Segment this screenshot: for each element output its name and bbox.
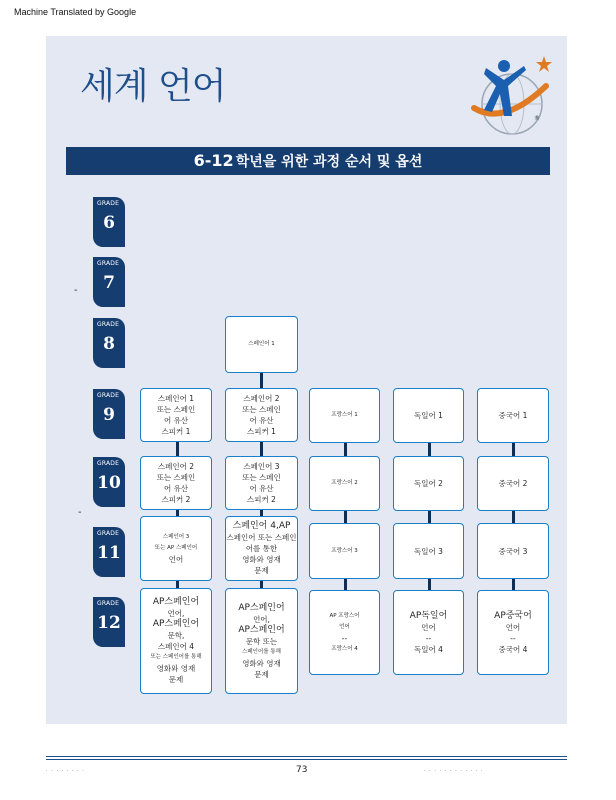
grade-number: 7 xyxy=(103,273,115,293)
course-line: -- xyxy=(425,633,432,643)
registered-mark: ® xyxy=(534,115,540,122)
footer-rule xyxy=(46,756,567,757)
footer-left-text: · · · · · · · · xyxy=(46,768,85,774)
course-text: 중국어 3 xyxy=(498,546,528,556)
course-line: 문제 xyxy=(254,669,269,679)
dash-mark: - xyxy=(78,507,82,518)
course-line: 또는 스페인어를 통해 xyxy=(150,654,202,660)
course-line: 스페인어 4 xyxy=(157,642,195,651)
grade-number: 8 xyxy=(103,334,115,354)
grade-badge-8 xyxy=(93,318,125,368)
course-box-g8-spanish xyxy=(225,316,298,373)
grade-number: 12 xyxy=(97,613,121,633)
course-line: 문제 xyxy=(254,566,269,575)
course-line: 스피커 1 xyxy=(161,427,191,436)
footer-rule xyxy=(46,759,567,760)
page-number: 73 xyxy=(296,765,308,775)
banner-text: 학년을 위한 과정 순서 및 옵션 xyxy=(235,154,423,170)
grade-label: GRADE xyxy=(97,460,120,467)
course-line: -- xyxy=(510,633,516,643)
course-line: AP스페인어 xyxy=(238,602,285,613)
course-line: AP스페인어 xyxy=(238,624,285,635)
course-line: 또는 AP 스페인어 xyxy=(154,545,198,551)
course-box-g9-german xyxy=(393,388,464,443)
course-box-g10-french xyxy=(309,456,380,511)
course-box-g12-german xyxy=(393,590,464,675)
course-text: 독일어 2 xyxy=(414,479,443,488)
grade-badge-9 xyxy=(93,389,125,439)
course-line: AP독일어 xyxy=(409,610,448,621)
course-box-g12-col2 xyxy=(225,588,298,694)
course-line: 스페인어 3 xyxy=(243,462,280,471)
grade-badge-10 xyxy=(93,457,125,507)
grade-number: 9 xyxy=(103,405,115,425)
course-line: 어 유산 xyxy=(163,416,189,425)
course-line: 영화와 영재 xyxy=(156,664,196,673)
course-box-g11-col1 xyxy=(140,516,212,581)
page-title: 세계 언어 xyxy=(80,66,226,107)
course-line: 독일어 4 xyxy=(414,644,443,654)
banner-grades: 6-12 xyxy=(193,151,234,170)
course-line: 어를 통한 xyxy=(245,544,278,553)
course-box-g11-french xyxy=(309,523,380,579)
course-line: 영화와 영재 xyxy=(242,555,281,564)
grade-number: 10 xyxy=(97,473,121,493)
course-line: AP 프랑스어 xyxy=(329,612,360,619)
course-box-g9-col2 xyxy=(225,388,298,442)
course-box-g10-chinese xyxy=(477,456,549,511)
course-box-g12-french xyxy=(309,590,380,675)
course-line: 스페인어 4,AP xyxy=(232,521,291,531)
course-line: 스페인어 3 xyxy=(162,534,190,540)
course-line: 스피커 2 xyxy=(161,495,191,504)
course-box-g10-col2 xyxy=(225,456,298,510)
course-line: 언어, xyxy=(253,614,270,624)
footer-right-text: · · · · · · · · · · · · xyxy=(424,768,484,774)
course-line: AP스페인어 xyxy=(152,597,200,607)
course-box-g10-col1 xyxy=(140,456,212,510)
title-banner xyxy=(66,147,550,175)
course-text: 독일어 3 xyxy=(414,546,443,556)
course-box-g9-french xyxy=(309,388,380,443)
course-box-g9-chinese xyxy=(477,388,549,443)
course-line: 스페인어 2 xyxy=(157,462,195,471)
course-line: 스페인어 또는 스페인 xyxy=(226,533,297,542)
grade-badge-12 xyxy=(93,597,125,647)
course-line: 스피커 1 xyxy=(247,427,276,436)
course-text: 중국어 1 xyxy=(498,411,528,420)
machine-translation-note: Machine Translated by Google xyxy=(14,7,137,17)
course-text: 중국어 2 xyxy=(498,479,528,488)
course-line: 언어 xyxy=(505,622,521,632)
connector-line xyxy=(512,509,515,524)
connector-line xyxy=(344,509,347,524)
course-line: 언어 xyxy=(421,622,436,632)
grade-label: GRADE xyxy=(97,600,120,607)
course-line: 언어 xyxy=(339,623,350,630)
course-line: 스페인어 1 xyxy=(157,394,195,403)
grade-badge-7 xyxy=(93,257,125,307)
course-box-g11-chinese xyxy=(477,523,549,579)
course-line: 영화와 영재 xyxy=(242,658,281,668)
grade-label: GRADE xyxy=(97,260,120,267)
course-text: 프랑스어 2 xyxy=(331,480,358,486)
course-line: 문학, xyxy=(167,631,185,640)
course-text: 독일어 1 xyxy=(414,411,443,420)
grade-badge-6 xyxy=(93,197,125,247)
grade-label: GRADE xyxy=(97,200,120,207)
course-line: 문제 xyxy=(168,675,184,684)
district-logo-icon xyxy=(464,46,560,142)
course-box-g11-german xyxy=(393,523,464,579)
course-text: 스페인어 1 xyxy=(248,341,275,347)
course-box-g11-col2 xyxy=(225,516,298,581)
course-line: AP스페인어 xyxy=(152,619,200,629)
grade-label: GRADE xyxy=(97,321,120,328)
course-text: 프랑스어 1 xyxy=(331,412,358,418)
course-line: 또는 스페인 xyxy=(242,405,281,414)
grade-number: 11 xyxy=(97,543,121,563)
course-line: 또는 스페인 xyxy=(156,405,196,414)
course-line: 스페인어를 통해 xyxy=(242,648,281,655)
course-line: 언어 xyxy=(168,555,184,564)
grade-badge-11 xyxy=(93,527,125,577)
course-line: 문학 또는 xyxy=(245,636,278,646)
grade-label: GRADE xyxy=(97,392,120,399)
course-text: 프랑스어 3 xyxy=(331,547,358,554)
course-line: 또는 스페인 xyxy=(156,473,196,482)
course-line: 어 유산 xyxy=(163,484,189,493)
course-box-g12-chinese xyxy=(477,590,549,675)
course-box-g9-col1 xyxy=(140,388,212,442)
course-line: 스피커 2 xyxy=(247,495,276,504)
course-line: -- xyxy=(341,633,348,643)
course-line: 또는 스페인 xyxy=(242,473,281,482)
grade-number: 6 xyxy=(103,213,115,233)
course-box-g12-col1 xyxy=(140,588,212,694)
course-line: 언어, xyxy=(167,609,185,618)
course-line: 중국어 4 xyxy=(498,644,528,654)
grade-label: GRADE xyxy=(97,530,120,537)
course-line: 스페인어 2 xyxy=(243,394,280,403)
course-line: 어 유산 xyxy=(249,416,274,425)
connector-line xyxy=(428,509,431,524)
course-line: 프랑스어 4 xyxy=(331,645,358,652)
course-line: 어 유산 xyxy=(249,484,274,493)
dash-mark: - xyxy=(74,285,78,296)
course-line: AP중국어 xyxy=(494,610,532,621)
course-box-g10-german xyxy=(393,456,464,511)
